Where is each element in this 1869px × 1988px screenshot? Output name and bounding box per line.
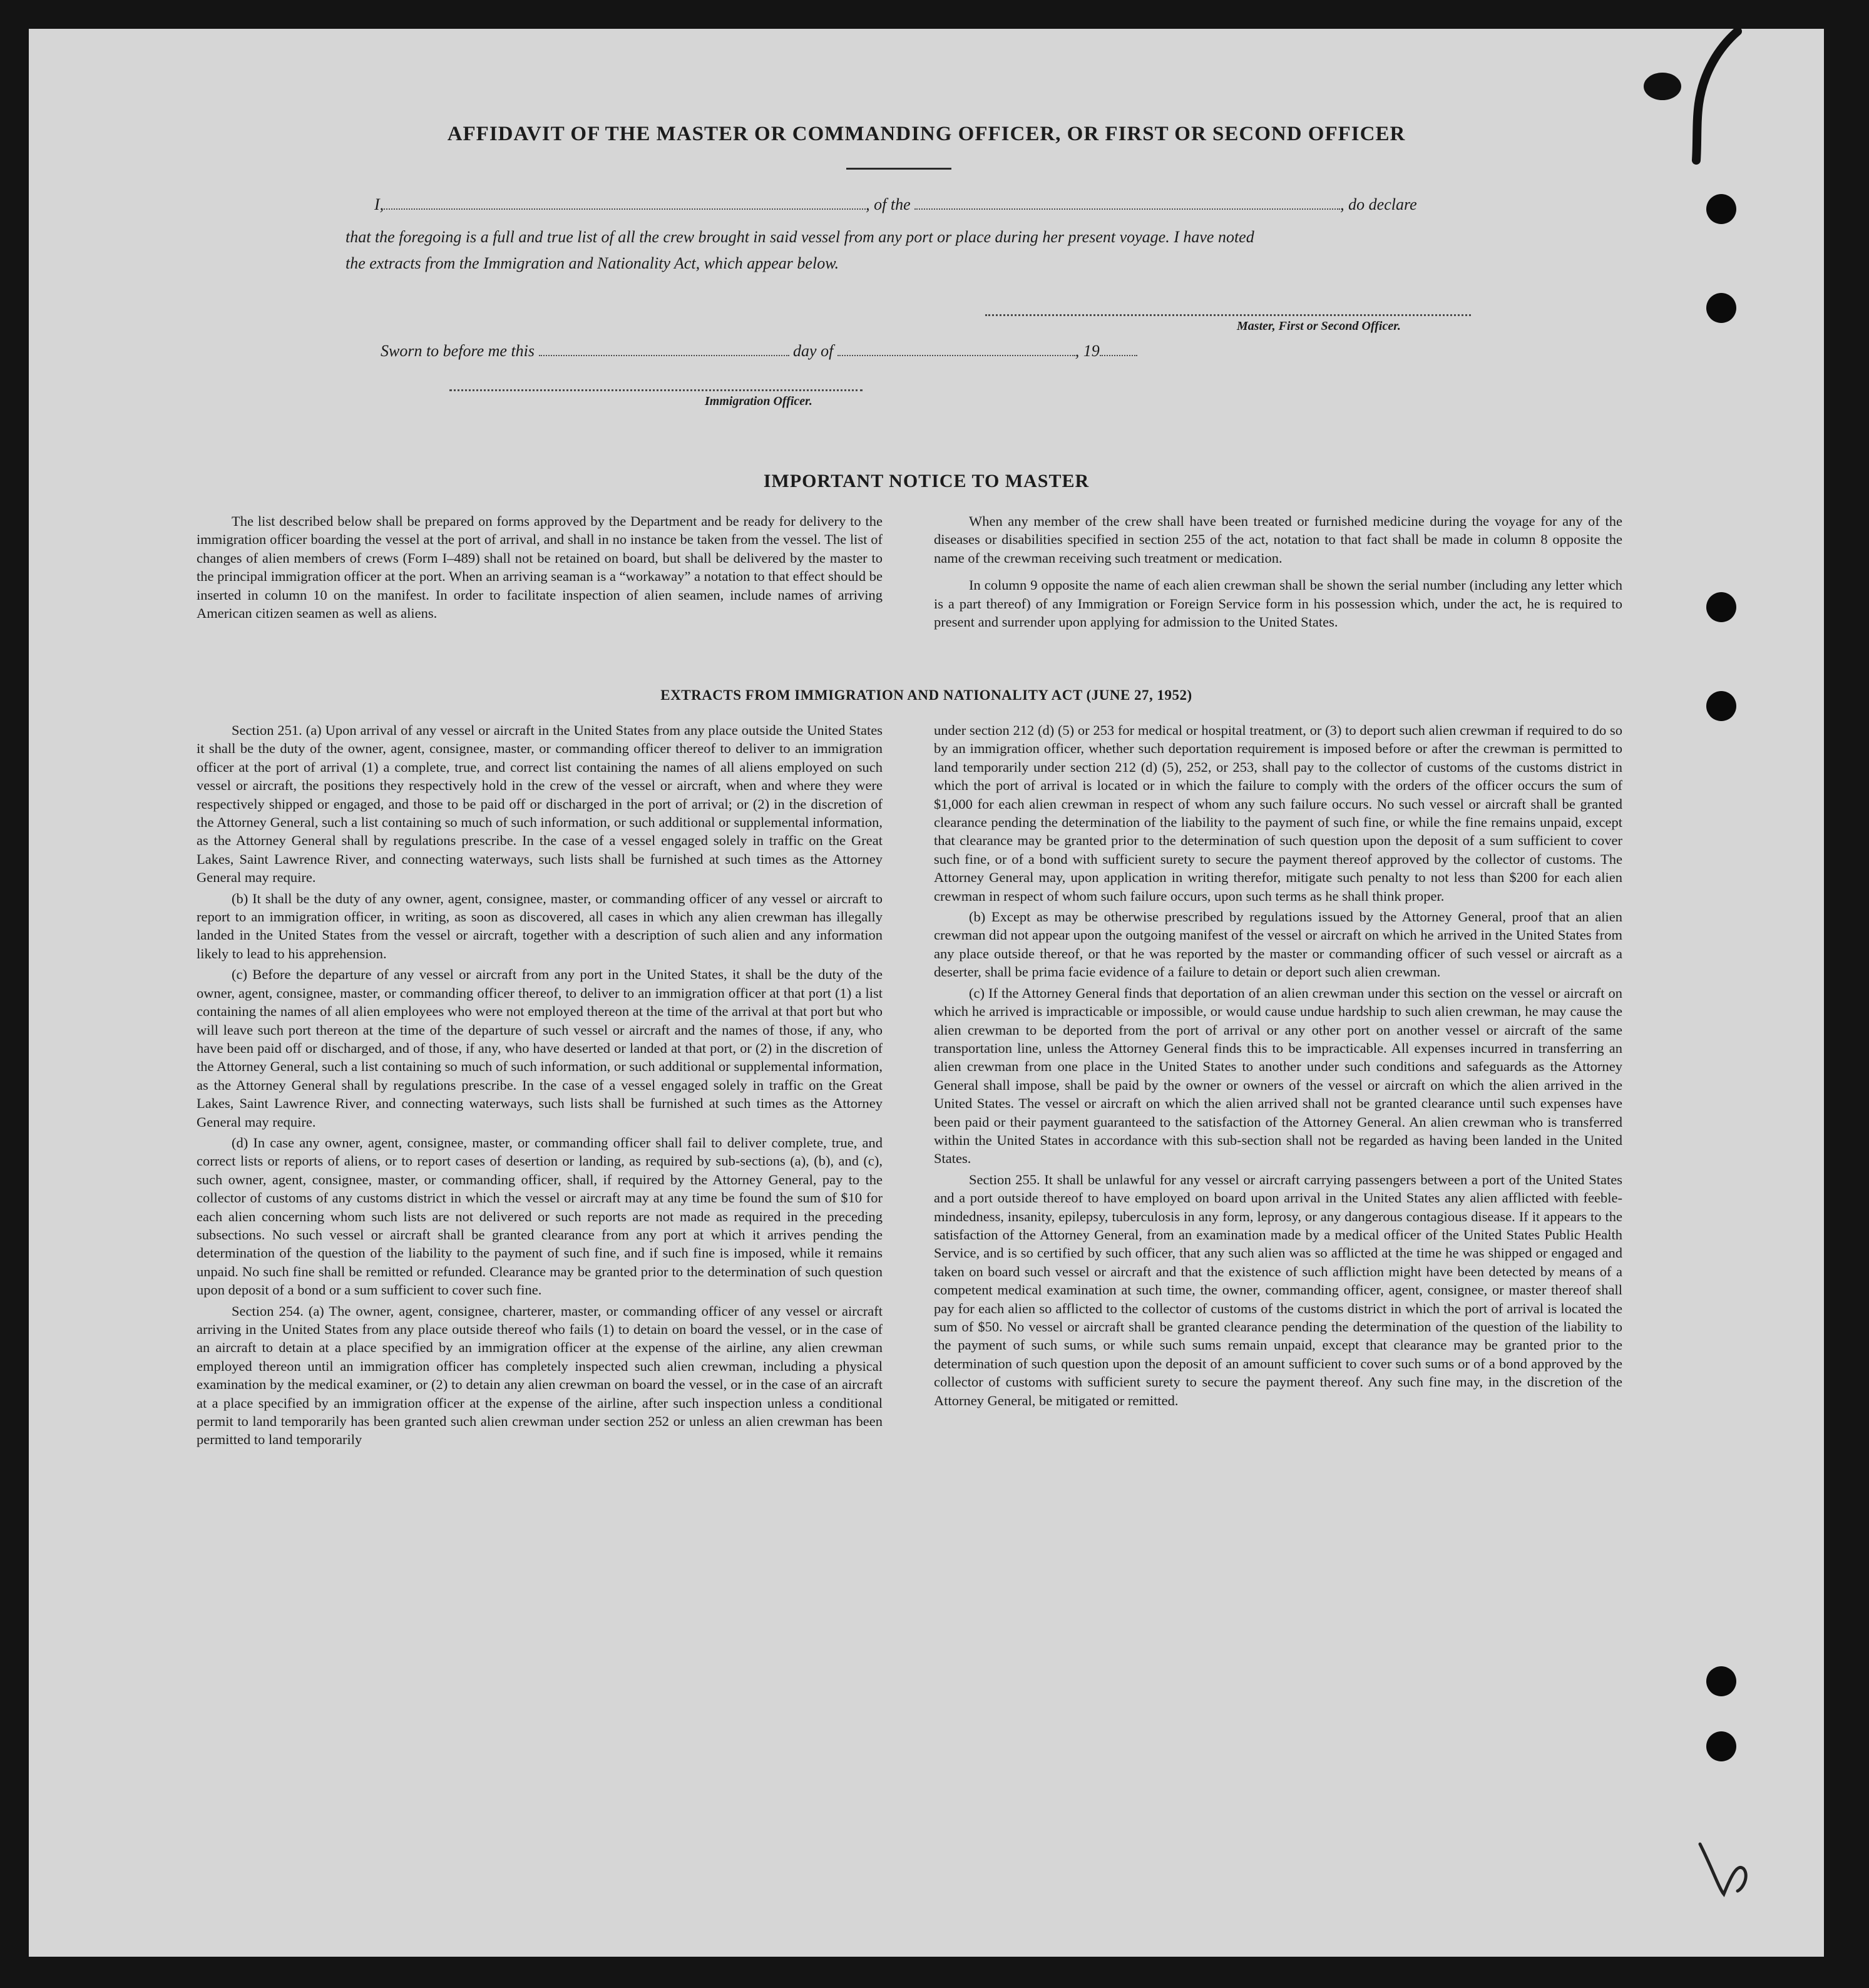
declaration-declare-label: , do declare <box>1340 195 1417 213</box>
title-divider <box>846 168 951 170</box>
notice-paragraph: The list described below shall be prepared on forms approved by the Department and be ready for delivery to the immigration officer boarding the vessel at the port of arrival, and shall in no instance be taken from the vessel. The list of changes of alien members of crews (Form I–489) shall not be retained on board, but shall be delivered by the master to the principal immigration officer at the port. When an arriving seaman is a “workaway” a notation to that effect should be inserted in column 10 on the manifest. In order to facilitate inspection of alien seamen, include names of arriving American citizen seamen as well as aliens. <box>197 513 883 622</box>
section-254a-continued-paragraph: under section 212 (d) (5) or 253 for medical or hospital treatment, or (3) to deport such alien crewman if required to do so by an immigration officer, whether such deportation requirement is imposed before or after the crewman is permitted to land temporarily under section 212 (d) (5), 252, or 253, shall pay to the collector of customs of the customs district in which the port of arrival is located or in which the failure to comply with the orders of the officer occurs the sum of $1,000 for each alien crewman in respect of whom any such failure occurs. No such vessel or aircraft shall be granted clearance pending the determination of the liability to the payment of such fine, or while the fine remains unpaid, except that clearance may be granted prior to the determination of such question upon the deposit of a sum sufficient to cover such fine, or of a bond with sufficient surety to secure the payment thereof approved by the collector of customs. The Attorney General may, upon application in writing therefor, mitigate such penalty to not less than $200 for each alien crewman in respect of whom such failure occurs, upon such terms as he shall think proper. <box>934 722 1622 904</box>
sworn-year-label: , 19 <box>1075 342 1100 360</box>
notice-paragraph: When any member of the crew shall have been treated or furnished medicine during the voyage for any of the diseases or disabilities specified in section 255 of the act, notation to that fact shall be made in column 8 opposite the name of the crewman receiving such treatment or medication. <box>934 513 1622 566</box>
extracts-left-column <box>197 721 883 1452</box>
punch-hole <box>1706 691 1736 721</box>
section-255-paragraph: Section 255. It shall be unlawful for any vessel or aircraft carrying passengers between a port of the United States and a port outside thereof to have employed on board upon arrival in the United States any alien afflicted with feeble-mindedness, insanity, epilepsy, tuberculosis in any form, leprosy, or any dangerous contagious disease. If it appears to the satisfaction of the Attorney General, from an examination made by a medical officer of the United States Public Health Service, and is so certified by such officer, that any such alien was so afflicted at the time he was shipped or engaged and taken on board such vessel or aircraft and that the existence of such affliction might have been detected by means of a competent medical examination at such time, the owner, commanding officer, agent, consignee, or master thereof shall pay for each alien so afflicted to the collector of customs of the customs district in which the port of arrival is located the sum of $50. No vessel or aircraft shall be granted clearance pending the determination of the question of the liability to the payment of such sums, or while such sums remain unpaid, except that clearance may be granted prior to the determination of such question upon the deposit of an amount sufficient to cover such sums or of a bond approved by the collector of customs with sufficient surety to secure the payment thereof. Any such fine may, in the discretion of the Attorney General, be mitigated or remitted. <box>934 1171 1622 1408</box>
punch-hole <box>1706 1731 1736 1761</box>
officer-signature-line[interactable] <box>449 389 863 391</box>
notice-right-column <box>934 512 1622 640</box>
ink-stroke-mark <box>1644 29 1744 167</box>
section-254b-paragraph: (b) Except as may be otherwise prescribed by regulations issued by the Attorney General, proof that an alien crewman did not appear upon the outgoing manifest of the vessel or aircraft on which he arrived in the United States from any place outside thereof, or that he was reported by the master or commanding officer of such vessel or aircraft as a deserter, shall be prima facie evidence of a failure to detain or deport such alien crewman. <box>934 909 1622 980</box>
punch-hole <box>1706 1666 1736 1696</box>
sworn-day-field[interactable] <box>539 342 789 356</box>
notice-title: IMPORTANT NOTICE TO MASTER <box>763 471 1090 491</box>
sworn-month-field[interactable] <box>837 342 1075 356</box>
section-251a-paragraph: Section 251. (a) Upon arrival of any vessel or aircraft in the United States from any place outside the United States it shall be the duty of the owner, agent, consignee, master, or commanding officer thereof to deliver to an immigration officer at the port of arrival (1) a complete, true, and correct list containing the names of all aliens employed on such vessel or aircraft, the positions they respectively hold in the crew of the vessel or aircraft, when and where they were respectively shipped or engaged, and those to be paid off or discharged in the port of arrival; or (2) in the discretion of the Attorney General, such a list containing so much of such information, or such additional or supplemental information, as the Attorney General shall by regulations prescribe. In the case of a vessel engaged solely in traffic on the Great Lakes, Saint Lawrence River, and connecting waterways, such lists shall be furnished at such times as the Attorney General may require. <box>197 722 883 886</box>
punch-hole <box>1706 293 1736 323</box>
declaration-i-label: I, <box>374 195 384 213</box>
section-251d-paragraph: (d) In case any owner, agent, consignee, master, or commanding officer shall fail to deliver complete, true, and correct lists or reports of aliens, or to report cases of desertion or landing, as required by sub-sections (a), (b), and (c), such owner, agent, consignee, master, or commanding officer, shall, if required by the Attorney General, pay to the collector of customs of any customs district in which the vessel or aircraft may at any time be found the sum of $10 for each alien concerning whom such lists are not delivered or such reports are not made as required in the preceding subsections. No such vessel or aircraft shall be granted clearance from any port at which it arrives pending the determination of the question of the liability to the payment of such fine, and if such fine is imposed, while it remains unpaid. No such fine shall be remitted or refunded. Clearance may be granted prior to the determination of such question upon deposit of a bond or a sum sufficient to cover such fine. <box>197 1134 883 1298</box>
vessel-field[interactable] <box>914 196 1340 210</box>
section-251c-paragraph: (c) Before the departure of any vessel or aircraft from any port in the United States, it shall be the duty of the owner, agent, consignee, master, or commanding officer thereof, to deliver to an immigration officer at that port (1) a list containing the names of all alien employees who were not employed thereon at the time of the arrival at that port but who will leave such port thereon at the time of the departure of such vessel or aircraft and the names of those, if any, who have been paid off or discharged, and of those, if any, who have deserted or landed at that port, or (2) in the discretion of the Attorney General, such a list containing so much of such information, or such additional or supplemental information, as the Attorney General shall by regulations prescribe. In the case of a vessel engaged solely in traffic on the Great Lakes, Saint Lawrence River, and connecting waterways, such lists shall be furnished at such times as the Attorney General may require. <box>197 966 883 1130</box>
section-254c-paragraph: (c) If the Attorney General finds that deportation of an alien crewman under this section on the vessel or aircraft on which he arrived is impracticable or impossible, or would cause undue hardship to such alien crewman, he may cause the alien crewman to be deported from the port of arrival or any other port on another vessel or aircraft of the same transportation line, unless the Attorney General finds this to be impracticable. All expenses incurred in transferring an alien crewman from one place in the United States to another under such conditions and safeguards as the Attorney General shall impose, shall be paid by the owner or owners of the vessel or aircraft on which the alien arrived in the United States. The vessel or aircraft on which the alien arrived shall not be granted clearance until such expenses have been paid or their payment guaranteed to the satisfaction of the Attorney General. An alien crewman who is transferred within the United States in accordance with this sub-section shall not be regarded as having been landed in the United States. <box>934 985 1622 1167</box>
extracts-right-column <box>934 721 1622 1412</box>
master-signature-label: Master, First or Second Officer. <box>1237 319 1401 333</box>
name-field[interactable] <box>384 196 866 210</box>
sworn-line <box>381 342 1137 361</box>
section-251b-paragraph: (b) It shall be the duty of any owner, agent, consignee, master, or commanding officer of any vessel or aircraft to report to an immigration officer, in writing, as soon as discovered, all cases in which any alien crewman has illegally landed in the United States from the vessel or aircraft, together with a description of such alien and any information likely to lead to his apprehension. <box>197 890 883 961</box>
notice-left-column <box>197 512 883 631</box>
declaration-line-3: the extracts from the Immigration and Nationality Act, which appear below. <box>346 254 839 272</box>
notice-paragraph: In column 9 opposite the name of each alien crewman shall be shown the serial number (including any letter which is a part thereof) of any Immigration or Foreign Service form in his possession which, under the act, he is required to present and surrender upon applying for admission to the United States. <box>934 577 1622 630</box>
officer-signature-label: Immigration Officer. <box>705 394 812 408</box>
handwritten-mark <box>1694 1832 1769 1900</box>
declaration-line-1 <box>374 195 1417 214</box>
punch-hole <box>1706 592 1736 622</box>
declaration-line-2: that the foregoing is a full and true list of all the crew brought in said vessel from any port or place during her present voyage. I have noted <box>346 228 1254 246</box>
document-page <box>29 29 1824 1957</box>
declaration-of-label: , of the <box>866 195 911 213</box>
section-254a-paragraph: Section 254. (a) The owner, agent, consignee, charterer, master, or commanding officer of any vessel or aircraft arriving in the United States from any place outside thereof who fails (1) to detain on board the vessel, or in the case of an aircraft to detain at a place specified by an immigration officer at the expense of the airline, any alien crewman employed thereon until an immigration officer has completely inspected such alien crewman, including a physical examination by the medical examiner, or (2) to detain any alien crewman on board the vessel, or in the case of an aircraft at a place specified by an immigration officer at the expense of the airline, after such inspection unless a conditional permit to land temporarily has been granted such alien crewman under section 252 or unless an alien crewman has been permitted to land temporarily <box>197 1303 883 1448</box>
sworn-prefix-label: Sworn to before me this <box>381 342 535 360</box>
sworn-year-field[interactable] <box>1100 342 1137 356</box>
extracts-title: EXTRACTS FROM IMMIGRATION AND NATIONALITY ACT (JUNE 27, 1952) <box>660 687 1192 703</box>
sworn-day-of-label: day of <box>793 342 834 360</box>
affidavit-title: AFFIDAVIT OF THE MASTER OR COMMANDING OFFICER, OR FIRST OR SECOND OFFICER <box>447 123 1406 145</box>
master-signature-line[interactable] <box>985 314 1471 316</box>
punch-hole <box>1706 194 1736 224</box>
